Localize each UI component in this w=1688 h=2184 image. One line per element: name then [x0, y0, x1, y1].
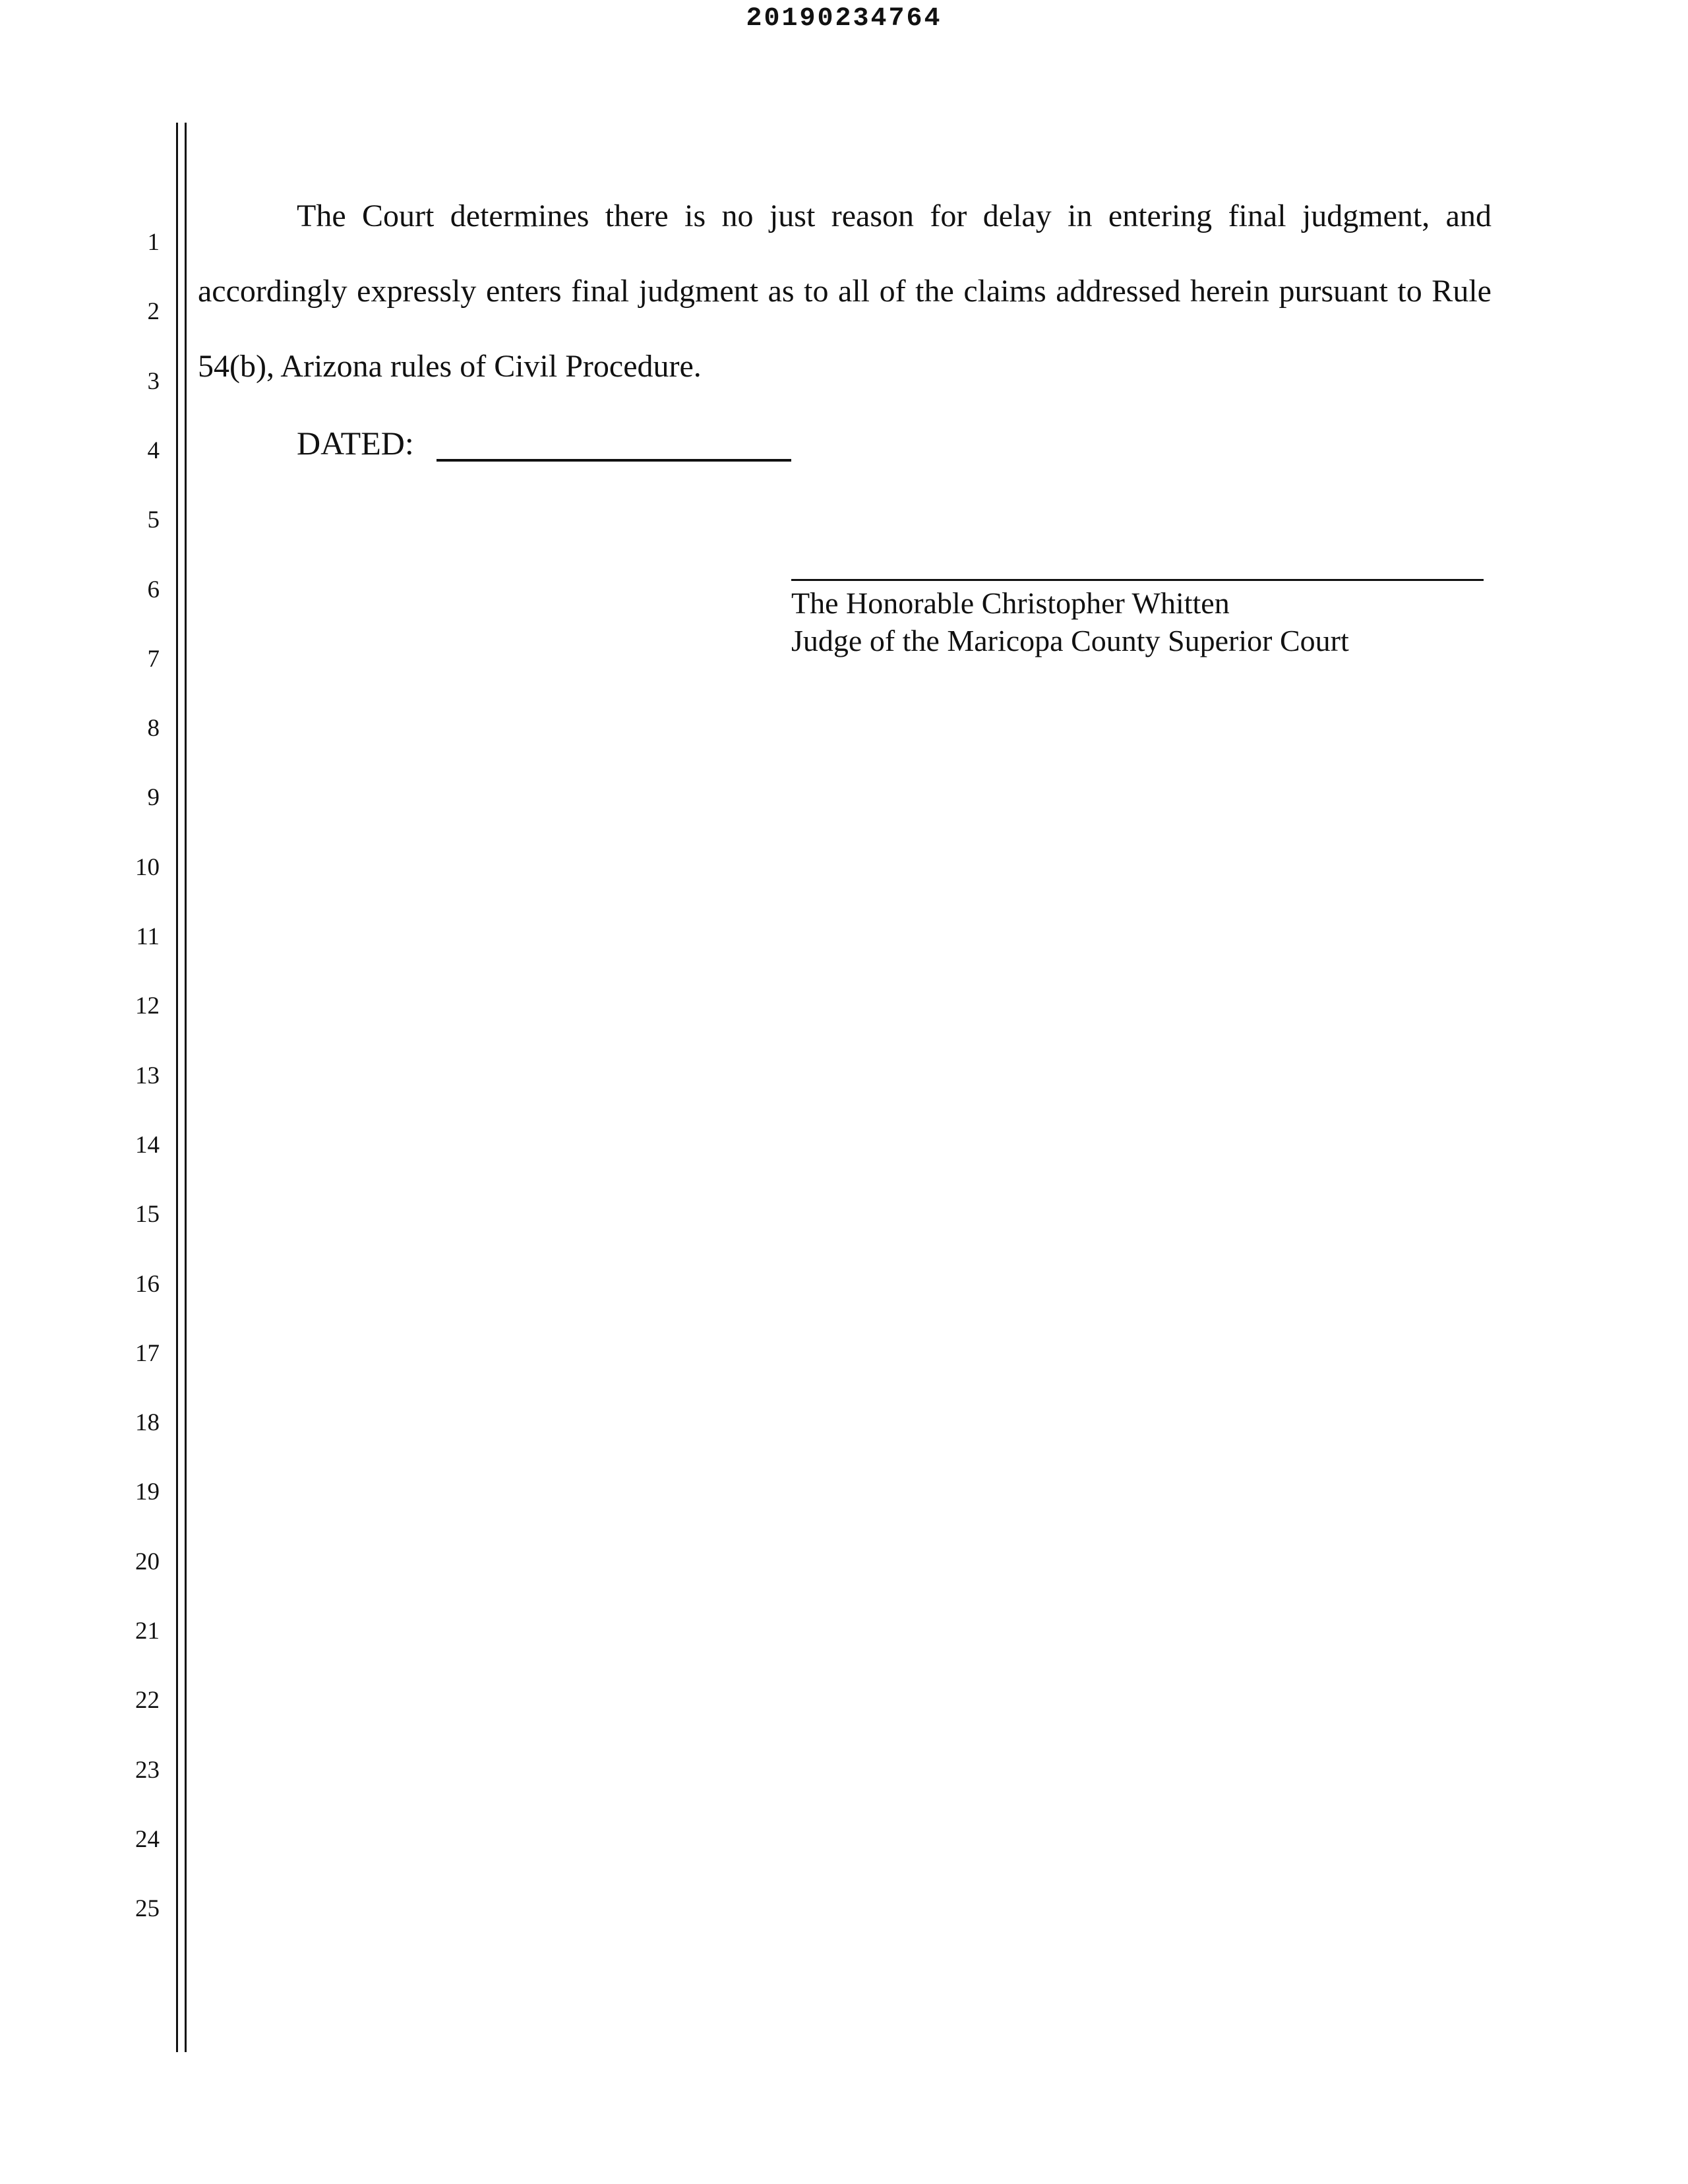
line-number: 10 — [135, 853, 160, 881]
line-number: 17 — [135, 1339, 160, 1367]
paragraph-word: all — [838, 274, 870, 309]
line-number: 9 — [147, 784, 160, 812]
signature-block — [791, 584, 1349, 659]
paragraph-word: to — [804, 274, 829, 309]
paragraph-line — [198, 273, 1492, 310]
line-number: 18 — [135, 1409, 160, 1437]
paragraph-word: addressed — [1056, 274, 1181, 309]
line-number: 4 — [147, 437, 160, 464]
line-number: 16 — [135, 1270, 160, 1298]
judgment-paragraph-line-2 — [198, 273, 1492, 310]
paragraph-word: judgment — [638, 274, 759, 309]
judge-name: The Honorable Christopher Whitten — [791, 586, 1230, 620]
paragraph-word: judgment, — [1302, 198, 1430, 233]
line-number: 21 — [135, 1618, 160, 1645]
paragraph-word: no — [721, 198, 754, 233]
line-number: 6 — [147, 576, 160, 603]
paragraph-word: in — [1068, 198, 1093, 233]
left-margin-rule — [185, 123, 187, 2052]
paragraph-word: final — [1228, 198, 1286, 233]
paragraph-word: delay — [982, 198, 1052, 233]
judgment-paragraph — [198, 198, 1492, 235]
paragraph-word: of — [879, 274, 906, 309]
judge-title: Judge of the Maricopa County Superior Court — [791, 624, 1349, 657]
line-number: 13 — [135, 1062, 160, 1089]
left-margin-rule — [176, 123, 178, 2052]
paragraph-word: as — [768, 274, 795, 309]
paragraph-word: Rule — [1432, 274, 1492, 309]
paragraph-word: herein — [1190, 274, 1269, 309]
paragraph-line: 54(b), Arizona rules of Civil Procedure. — [198, 349, 702, 384]
document-number: 20190234764 — [746, 4, 942, 34]
line-number: 1 — [147, 229, 160, 256]
line-number: 22 — [135, 1687, 160, 1714]
paragraph-word: for — [930, 198, 967, 233]
date-blank-line — [437, 459, 791, 462]
paragraph-word: The — [297, 198, 346, 233]
line-number: 20 — [135, 1548, 160, 1575]
paragraph-word: is — [684, 198, 706, 233]
line-number: 8 — [147, 715, 160, 743]
line-number: 11 — [136, 923, 160, 950]
paragraph-word: enters — [486, 274, 562, 309]
paragraph-word: final — [571, 274, 630, 309]
signature-line — [791, 579, 1484, 581]
paragraph-word: to — [1397, 274, 1422, 309]
line-number: 23 — [135, 1756, 160, 1784]
paragraph-word: determines — [450, 198, 589, 233]
paragraph-word: entering — [1108, 198, 1213, 233]
paragraph-word: accordingly — [198, 274, 347, 309]
line-number: 15 — [135, 1201, 160, 1228]
line-number: 5 — [147, 506, 160, 534]
line-number-column — [99, 0, 160, 2184]
dated-label: DATED: — [297, 425, 414, 462]
judgment-paragraph-line-3 — [198, 348, 1492, 385]
line-number: 14 — [135, 1131, 160, 1159]
paragraph-word: there — [605, 198, 669, 233]
line-number: 25 — [135, 1895, 160, 1923]
line-number: 19 — [135, 1478, 160, 1506]
paragraph-word: pursuant — [1279, 274, 1388, 309]
paragraph-word: the — [915, 274, 954, 309]
line-number: 24 — [135, 1825, 160, 1853]
paragraph-word: reason — [831, 198, 914, 233]
line-number: 3 — [147, 367, 160, 395]
paragraph-line — [198, 198, 1492, 235]
line-number: 12 — [135, 992, 160, 1020]
paragraph-word: Court — [362, 198, 435, 233]
paragraph-word: expressly — [357, 274, 477, 309]
line-number: 7 — [147, 645, 160, 673]
paragraph-word: just — [769, 198, 816, 233]
line-number: 2 — [147, 298, 160, 326]
paragraph-word: and — [1445, 198, 1492, 233]
paragraph-word: claims — [963, 274, 1046, 309]
